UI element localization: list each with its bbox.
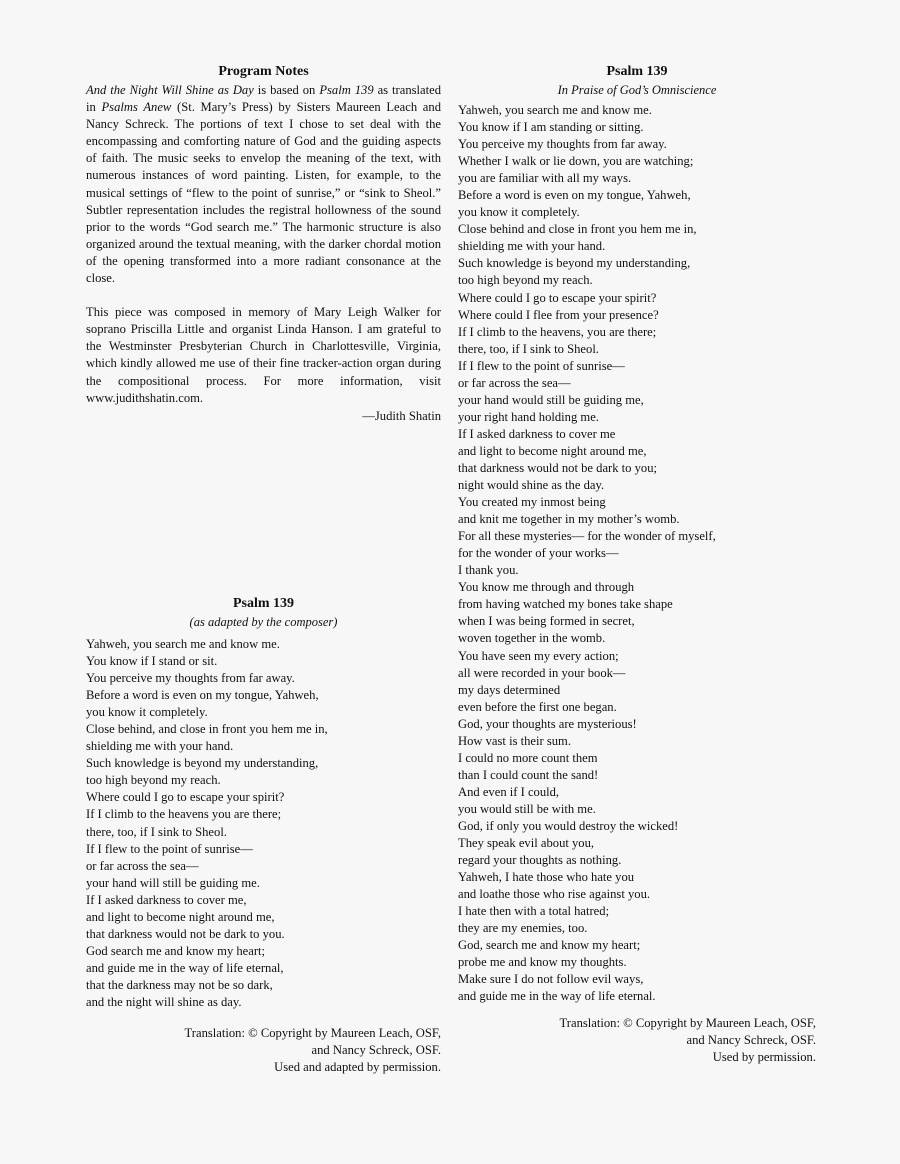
program-notes-section: [86, 62, 441, 425]
psalm-line: Where could I go to escape your spirit?: [86, 790, 285, 805]
psalm-line: Yahweh, you search me and know me.: [458, 103, 652, 117]
psalm-line: from having watched my bones take shape: [458, 597, 673, 612]
psalm-line: for the wonder of your works—: [458, 546, 619, 561]
psalm-line: and light to become night around me,: [458, 443, 647, 458]
program-notes-title: Program Notes: [218, 64, 309, 79]
psalm-line: you would still be with me.: [458, 801, 596, 816]
psalm-line: and guide me in the way of life eternal,: [86, 960, 284, 975]
credit-line: Translation: © Copyright by Maureen Leach, OSF,: [184, 1026, 441, 1041]
credit-line: and Nancy Schreck, OSF.: [686, 1033, 816, 1048]
psalm-line: that darkness would not be dark to you.: [86, 926, 285, 941]
book-title: Psalms Anew: [101, 100, 172, 115]
psalm-line: If I flew to the point of sunrise—: [86, 841, 253, 856]
full-psalm-text: [458, 102, 816, 1005]
composer-signature: —Judith Shatin: [362, 408, 441, 423]
credit-line: Used and adapted by permission.: [274, 1060, 441, 1075]
psalm-line: And even if I could,: [458, 784, 560, 799]
psalm-line: even before the first one began.: [458, 699, 617, 714]
psalm-line: If I flew to the point of sunrise—: [458, 358, 625, 373]
psalm-line: and the night will shine as day.: [86, 994, 242, 1009]
psalm-line: Yahweh, I hate those who hate you: [458, 870, 635, 885]
psalm-line: You know me through and through: [458, 580, 635, 595]
psalm-line: They speak evil about you,: [458, 836, 595, 851]
psalm-line: and guide me in the way of life eternal.: [458, 989, 656, 1004]
psalm-line: when I was being formed in secret,: [458, 614, 635, 629]
full-psalm-title: Psalm 139: [606, 64, 668, 79]
program-notes-paragraph-1: And the Night Will Shine as Day is based on Psalm 139 as translated in Psalms Anew (St. Mary’s Press) by Sisters Maureen Leach and Nancy Schreck. The portions of text I chose to set deal with the encompassing and comforting nature of God and the guiding aspects of faith. The music seeks to envelop the meaning of the text, with numerous instances of word painting. Listen, for example, to the musical settings of “flew to the point of sunrise,” or “sink to Sheol.” Subtler representation includes the registral hollowness of the sound prior to the words “God search me.” The harmonic structure is also organized around the textual meaning, with the darker chordal motion of the opening transformed into a more radiant consonance at the close.: [86, 83, 441, 286]
psalm-line: How vast is their sum.: [458, 733, 571, 748]
psalm-line: and light to become night around me,: [86, 909, 275, 924]
psalm-line: that the darkness may not be so dark,: [86, 977, 273, 992]
full-psalm-subtitle: In Praise of God’s Omniscience: [557, 83, 717, 97]
psalm-line: I thank you.: [458, 563, 519, 578]
psalm-line: too high beyond my reach.: [458, 273, 593, 288]
credit-line: Used by permission.: [712, 1050, 816, 1065]
psalm-line: night would shine as the day.: [458, 478, 605, 493]
program-notes-paragraph-2: This piece was composed in memory of Mary Leigh Walker for soprano Priscilla Little and organist Linda Hanson. I am grateful to the Westminster Presbyterian Church in Charlottesville, Virginia, which kindly allowed me use of their fine tracker-action organ during the compositional process. For more information, visit www.judithshatin.com.: [86, 305, 441, 405]
psalm-line: that darkness would not be dark to you;: [458, 460, 658, 475]
full-psalm-section: [458, 62, 816, 1066]
credit-line: Translation: © Copyright by Maureen Leach, OSF,: [559, 1016, 816, 1031]
psalm-line: there, too, if I sink to Sheol.: [86, 824, 227, 839]
psalm-line: You created my inmost being: [458, 495, 606, 510]
full-translation-credit: [458, 1015, 816, 1066]
psalm-line: You know if I am standing or sitting.: [458, 120, 644, 135]
psalm-line: or far across the sea—: [458, 375, 571, 390]
psalm-line: Whether I walk or lie down, you are watching;: [458, 154, 694, 169]
adapted-translation-credit: [86, 1025, 441, 1076]
psalm-line: your right hand holding me.: [458, 409, 599, 424]
psalm-line: too high beyond my reach.: [86, 773, 221, 788]
psalm-line: shielding me with your hand.: [86, 739, 234, 754]
psalm-line: I could no more count them: [458, 750, 598, 765]
adapted-psalm-text: [86, 636, 441, 1011]
psalm-line: they are my enemies, too.: [458, 921, 588, 936]
psalm-line: and knit me together in my mother’s womb.: [458, 512, 680, 527]
psalm-line: You perceive my thoughts from far away.: [458, 137, 667, 152]
psalm-line: my days determined: [458, 682, 561, 697]
psalm-line: and loathe those who rise against you.: [458, 887, 651, 902]
adapted-psalm-section: [86, 594, 441, 1076]
psalm-line: you know it completely.: [458, 205, 580, 220]
work-title: And the Night Will Shine as Day: [86, 83, 254, 97]
psalm-line: If I climb to the heavens, you are there;: [458, 324, 657, 339]
psalm-line: or far across the sea—: [86, 858, 199, 873]
psalm-line: I hate then with a total hatred;: [458, 904, 610, 919]
psalm-line: Such knowledge is beyond my understanding,: [86, 756, 319, 771]
psalm-line: God, your thoughts are mysterious!: [458, 716, 637, 731]
psalm-line: regard your thoughts as nothing.: [458, 853, 622, 868]
psalm-line: Yahweh, you search me and know me.: [86, 637, 280, 651]
psalm-line: Before a word is even on my tongue, Yahweh,: [86, 688, 319, 703]
psalm-line: If I asked darkness to cover me: [458, 426, 616, 441]
credit-line: and Nancy Schreck, OSF.: [311, 1043, 441, 1058]
psalm-line: you know it completely.: [86, 705, 208, 720]
psalm-line: God, search me and know my heart;: [458, 938, 641, 953]
psalm-line: You perceive my thoughts from far away.: [86, 671, 295, 686]
psalm-line: Before a word is even on my tongue, Yahweh,: [458, 188, 691, 203]
psalm-line: Close behind and close in front you hem me in,: [458, 222, 697, 237]
psalm-line: God, if only you would destroy the wicked!: [458, 818, 679, 833]
psalm-line: You know if I stand or sit.: [86, 654, 218, 669]
adapted-psalm-subtitle: (as adapted by the composer): [189, 615, 338, 629]
psalm-line: God search me and know my heart;: [86, 943, 266, 958]
adapted-psalm-title: Psalm 139: [232, 596, 295, 611]
psalm-line: all were recorded in your book—: [458, 665, 626, 680]
psalm-line: you are familiar with all my ways.: [458, 171, 632, 186]
psalm-line: woven together in the womb.: [458, 631, 606, 646]
psalm-line: Make sure I do not follow evil ways,: [458, 972, 644, 987]
psalm-line: If I asked darkness to cover me,: [86, 892, 247, 907]
psalm-line: If I climb to the heavens you are there;: [86, 807, 282, 822]
psalm-line: probe me and know my thoughts.: [458, 955, 627, 970]
psalm-line: You have seen my every action;: [458, 648, 619, 663]
psalm-line: your hand would still be guiding me,: [458, 392, 644, 407]
psalm-line: Such knowledge is beyond my understanding,: [458, 256, 691, 271]
psalm-line: than I could count the sand!: [458, 767, 599, 782]
psalm-line: Close behind, and close in front you hem me in,: [86, 722, 328, 737]
psalm-line: your hand will still be guiding me.: [86, 875, 260, 890]
psalm-line: shielding me with your hand.: [458, 239, 606, 254]
psalm-line: Where could I go to escape your spirit?: [458, 290, 657, 305]
psalm-line: Where could I flee from your presence?: [458, 307, 659, 322]
psalm-line: For all these mysteries— for the wonder of myself,: [458, 529, 716, 544]
psalm-line: there, too, if I sink to Sheol.: [458, 341, 599, 356]
